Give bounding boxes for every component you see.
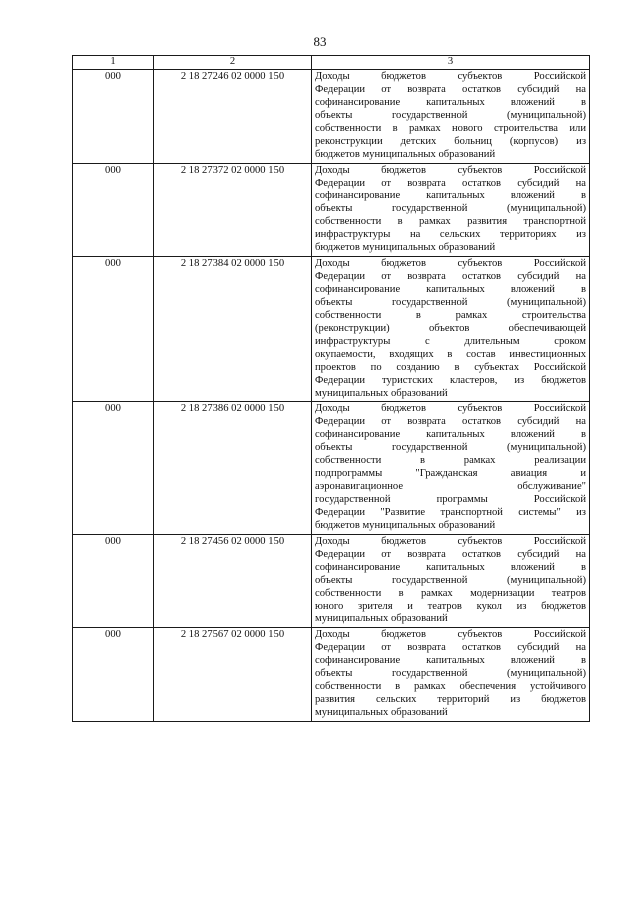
- admin-code-cell: 000: [73, 70, 154, 164]
- admin-code-cell: 000: [73, 628, 154, 722]
- description-line: софинансирование капитальных вложений в: [315, 96, 586, 108]
- description-line: объекты государственной (муниципальной): [315, 442, 586, 454]
- admin-code-cell: 000: [73, 402, 154, 534]
- description-line: Федерации "Развитие транспортной системы" из: [315, 506, 586, 518]
- description-line: собственности в рамках нового строительства или: [315, 122, 586, 134]
- description-line: государственной программы Российской: [315, 494, 586, 505]
- description-line: собственности в рамках модернизации театров: [315, 587, 586, 599]
- description-line: Федерации туристских кластеров, из бюджетов: [315, 374, 586, 386]
- budget-code-cell: 2 18 27386 02 0000 150: [154, 402, 312, 534]
- description-line: окупаемости, входящих в состав инвестиционных: [315, 348, 586, 360]
- description-line: Федерации от возврата остатков субсидий на: [315, 416, 586, 428]
- description-line: софинансирование капитальных вложений в: [315, 429, 586, 441]
- description-line: объекты государственной (муниципальной): [315, 296, 586, 308]
- description-line: подпрограммы "Гражданская авиация и: [315, 468, 586, 480]
- budget-code-cell: 2 18 27456 02 0000 150: [154, 534, 312, 628]
- description-line: Федерации от возврата остатков субсидий на: [315, 177, 586, 189]
- description-line: собственности в рамках развития транспортной: [315, 216, 586, 228]
- admin-code-cell: 000: [73, 163, 154, 257]
- description-line: бюджетов муниципальных образований: [315, 148, 496, 160]
- description-line: бюджетов муниципальных образований: [315, 242, 496, 254]
- description-line: собственности в рамках строительства: [315, 309, 586, 321]
- description-line: Доходы бюджетов субъектов Российской: [315, 629, 586, 641]
- description-line: Доходы бюджетов субъектов Российской: [315, 403, 586, 415]
- description-line: бюджетов муниципальных образований: [315, 519, 496, 531]
- description-line: Федерации от возврата остатков субсидий на: [315, 642, 586, 654]
- description-line: софинансирование капитальных вложений в: [315, 284, 586, 295]
- admin-code-cell: 000: [73, 257, 154, 402]
- description-line: муниципальных образований: [315, 387, 448, 399]
- description-line: Доходы бюджетов субъектов Российской: [315, 258, 586, 270]
- column-header-2: 2: [154, 56, 312, 70]
- table-row: [73, 70, 590, 164]
- table-header-row: [73, 56, 590, 70]
- description-line: (реконструкции) объектов обеспечивающей: [315, 322, 586, 334]
- income-description-cell: [312, 402, 590, 534]
- description-line: объекты государственной (муниципальной): [315, 109, 586, 121]
- description-line: инфраструктуры с длительным сроком: [315, 335, 586, 347]
- column-header-1: 1: [73, 56, 154, 70]
- description-line: юного зрителя и театров кукол из бюджетов: [315, 600, 586, 612]
- description-line: Федерации от возврата остатков субсидий на: [315, 271, 586, 283]
- description-line: объекты государственной (муниципальной): [315, 668, 586, 680]
- description-line: инфраструктуры на сельских территориях из: [315, 229, 586, 241]
- description-line: собственности в рамках обеспечения устойчивого: [315, 681, 586, 693]
- budget-code-cell: 2 18 27384 02 0000 150: [154, 257, 312, 402]
- description-line: софинансирование капитальных вложений в: [315, 561, 586, 573]
- description-line: Доходы бюджетов субъектов Российской: [315, 535, 586, 547]
- income-description-cell: [312, 628, 590, 722]
- description-line: аэронавигационное обслуживание": [315, 481, 586, 493]
- table-row: [73, 163, 590, 257]
- description-line: проектов по созданию в субъектах Российской: [315, 361, 586, 373]
- description-line: объекты государственной (муниципальной): [315, 574, 586, 586]
- table-row: [73, 257, 590, 402]
- budget-classification-table: [72, 55, 590, 722]
- description-line: Доходы бюджетов субъектов Российской: [315, 71, 586, 82]
- budget-code-cell: 2 18 27246 02 0000 150: [154, 70, 312, 164]
- page-number: 83: [313, 34, 327, 49]
- table-row: [73, 534, 590, 628]
- description-line: объекты государственной (муниципальной): [315, 203, 586, 215]
- column-header-3: 3: [312, 56, 590, 70]
- description-line: софинансирование капитальных вложений в: [315, 190, 586, 202]
- description-line: собственности в рамках реализации: [315, 455, 586, 467]
- table-row: [73, 628, 590, 722]
- income-description-cell: [312, 534, 590, 628]
- description-line: муниципальных образований: [315, 613, 448, 625]
- description-line: реконструкции детских больниц (корпусов) из: [315, 135, 586, 147]
- description-line: софинансирование капитальных вложений в: [315, 655, 586, 667]
- admin-code-cell: 000: [73, 534, 154, 628]
- description-line: развития сельских территорий из бюджетов: [315, 694, 586, 706]
- income-description-cell: [312, 163, 590, 257]
- budget-code-cell: 2 18 27372 02 0000 150: [154, 163, 312, 257]
- description-line: Федерации от возврата остатков субсидий на: [315, 548, 586, 560]
- table-row: [73, 402, 590, 534]
- budget-code-cell: 2 18 27567 02 0000 150: [154, 628, 312, 722]
- description-line: Доходы бюджетов субъектов Российской: [315, 164, 586, 176]
- description-line: Федерации от возврата остатков субсидий на: [315, 83, 586, 95]
- description-line: муниципальных образований: [315, 707, 448, 718]
- income-description-cell: [312, 257, 590, 402]
- income-description-cell: [312, 70, 590, 164]
